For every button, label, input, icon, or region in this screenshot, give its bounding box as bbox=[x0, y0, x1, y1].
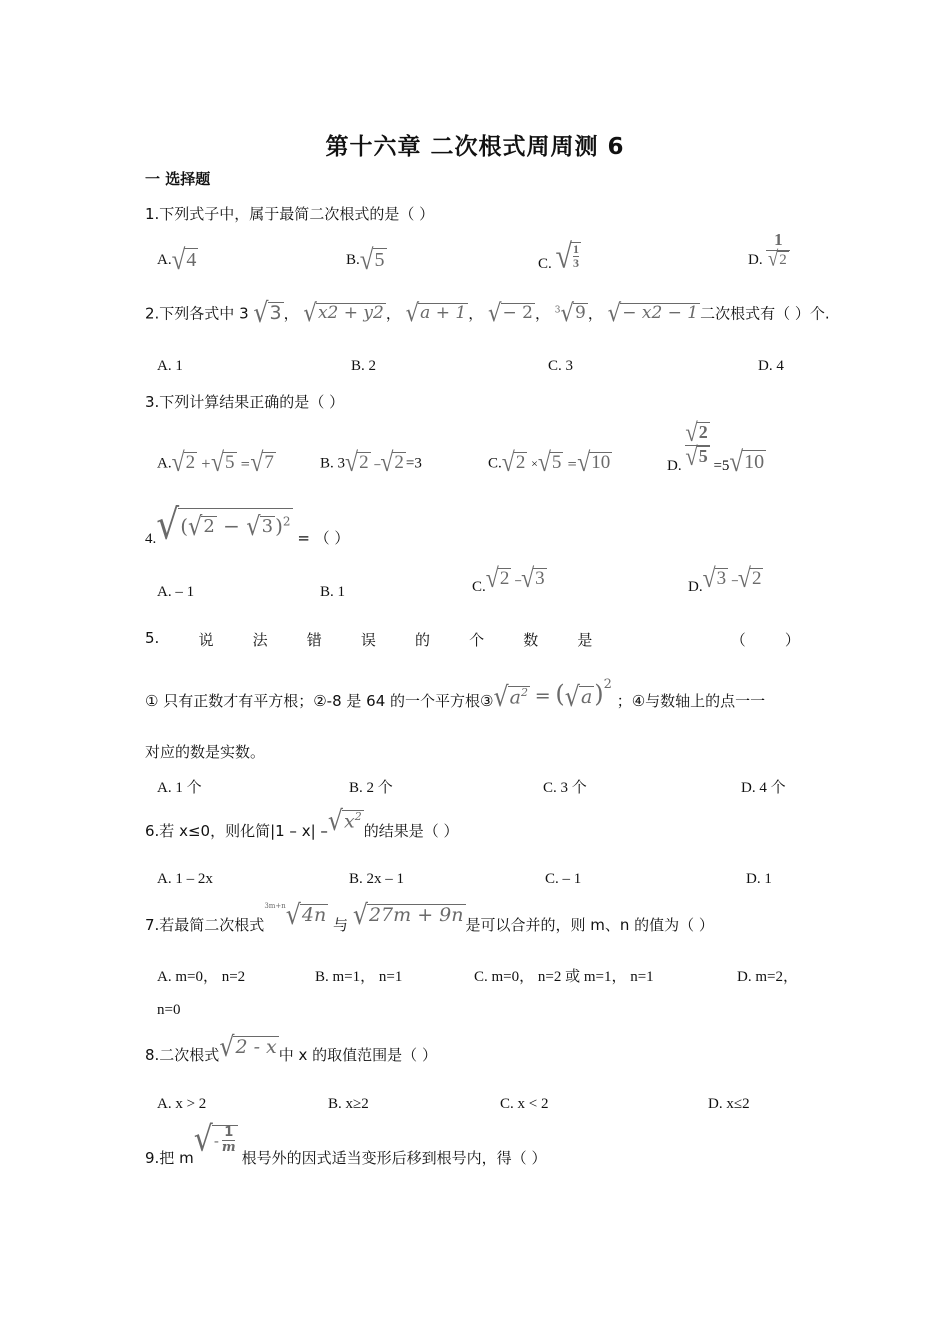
q7-option-d-cont: n=0 bbox=[157, 1002, 181, 1018]
question-7: 7.若最简二次根式$^{3m+n}$ √ 4n 与 √ 27m + 9n 是可以合并的，则 m、n 的值为（ ） bbox=[145, 898, 714, 935]
question-4: 4. √ ( √ 2 − √ 3 )$^2$ = （ ） bbox=[145, 501, 350, 549]
q3-option-c: C. √ 2 × √ 5 = √ 10 bbox=[488, 447, 611, 478]
q7-option-b: B. m=1， n=1 bbox=[315, 969, 403, 985]
q2-option-d: D. 4 bbox=[758, 358, 784, 374]
q4-option-c: C. √ 2 – √ 3 bbox=[472, 563, 545, 596]
q3-option-d: D. √ 2 √ 5 =5 √ 10 bbox=[667, 418, 765, 479]
q7-option-a: A. m=0， n=2 bbox=[157, 969, 246, 985]
q7-option-d: D. m=2， bbox=[737, 969, 798, 985]
question-5-line-3: 对应的数是实数。 bbox=[145, 743, 266, 761]
q2-option-b: B. 2 bbox=[351, 358, 377, 374]
question-5-line-2: ① 只有正数才有平方根；②-8 是 64 的一个平方根③ √ $a^2$ = ( √ a )$^2$ ；④与数轴上的点一一 bbox=[145, 677, 766, 713]
question-1: 1.下列式子中，属于最简二次根式的是（ ） bbox=[145, 205, 435, 223]
q6-option-a: A. 1 – 2x bbox=[157, 871, 213, 887]
q5-option-d: D. 4 个 bbox=[741, 780, 786, 796]
page-title: 第十六章 二次根式周周测 6 bbox=[325, 134, 625, 160]
q1-option-c: C. √ 1 3 bbox=[538, 237, 579, 276]
question-9: 9.把 m √ - 1 m 根号外的因式适当变形后移到根号内，得（ ） bbox=[145, 1119, 547, 1167]
q1-option-d: D. 1 √ 2 bbox=[748, 230, 790, 270]
q6-option-d: D. 1 bbox=[746, 871, 772, 887]
question-5-heading: 5. 说 法 错 误 的 个 数 是 （ ） bbox=[145, 629, 800, 649]
q2-option-a: A. 1 bbox=[157, 358, 183, 374]
q6-option-b: B. 2x – 1 bbox=[349, 871, 405, 887]
q6-option-c: C. – 1 bbox=[545, 871, 582, 887]
q3-option-b: B. 3 √ 2 – √ 2 =3 bbox=[320, 447, 422, 478]
question-6: 6.若 x≤0，则化简|1 – x| – √ $x^2$ 的结果是（ ） bbox=[145, 804, 459, 841]
q5-option-c: C. 3 个 bbox=[543, 780, 587, 796]
question-3: 3.下列计算结果正确的是（ ） bbox=[145, 393, 345, 411]
q8-option-b: B. x≥2 bbox=[328, 1096, 369, 1112]
q3-option-a: A. √ 2 + √ 5 = √ 7 bbox=[157, 447, 274, 478]
q8-option-a: A. x > 2 bbox=[157, 1096, 207, 1112]
q5-option-b: B. 2 个 bbox=[349, 780, 393, 796]
section-heading: 一 选择题 bbox=[145, 170, 211, 188]
q1-option-b: B. √ 5 bbox=[346, 244, 385, 277]
q2-option-c: C. 3 bbox=[548, 358, 574, 374]
question-2: 2.下列各式中 3 √ 3 ， √ x2 + y2 ， √ a + 1 ， √ − 2 ， $^3$ √ 9 ， √ − x2 − 1 二次根式有（ ）个. bbox=[145, 296, 830, 329]
q8-option-c: C. x < 2 bbox=[500, 1096, 549, 1112]
q5-option-a: A. 1 个 bbox=[157, 780, 202, 796]
q4-option-d: D. √ 3 – √ 2 bbox=[688, 563, 762, 596]
question-8: 8.二次根式 √ 2 - x 中 x 的取值范围是（ ） bbox=[145, 1030, 437, 1065]
q4-option-a: A. – 1 bbox=[157, 584, 195, 600]
q4-option-b: B. 1 bbox=[320, 584, 346, 600]
q7-option-c: C. m=0， n=2 或 m=1， n=1 bbox=[474, 969, 654, 985]
q8-option-d: D. x≤2 bbox=[708, 1096, 750, 1112]
q1-option-a: A. √ 4 bbox=[157, 244, 197, 277]
